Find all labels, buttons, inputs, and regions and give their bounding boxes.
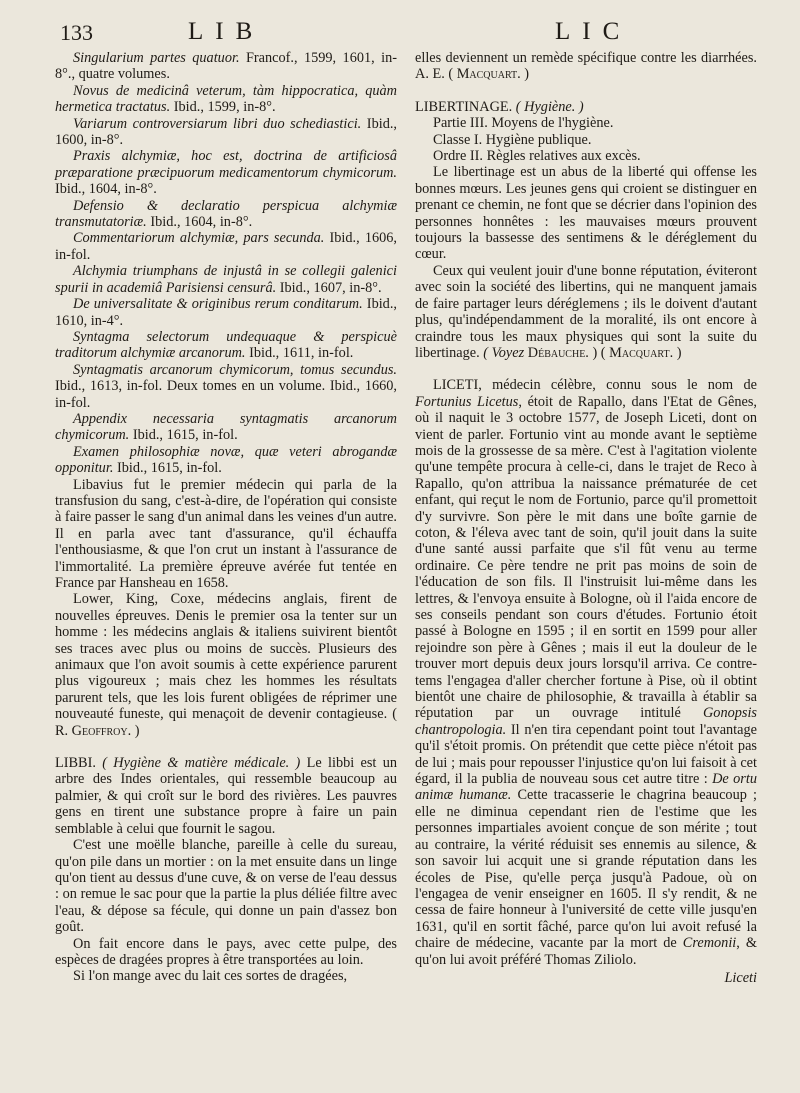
latin-title: De universalitate & originibus rerum conditarum.: [73, 296, 363, 313]
entry-text: , médecin célèbre, connu sous le nom de: [478, 377, 757, 394]
person-name: Cremonii: [682, 935, 737, 952]
publication-details: Francof., 1599, 1601, in-8°., quatre volumes.: [55, 50, 397, 83]
book-title: De ortu animæ humanæ.: [415, 771, 757, 804]
bib-entry: [55, 263, 397, 296]
entry-headword: LIBBI.: [55, 755, 96, 772]
paragraph-text: elles deviennent un remède spécifique contre les diarrhées. A. E.: [415, 50, 757, 83]
latin-title: Syntagma selectorum undequaque & perspicuè traditorum alchymiæ arcanorum.: [55, 328, 397, 362]
bib-entry: [55, 329, 397, 362]
latin-name: Fortunius Licetus: [415, 393, 519, 410]
cross-reference-label: ( Voyez: [483, 344, 525, 361]
publication-details: Ibid., 1615, in-fol.: [113, 460, 222, 477]
bib-entry: [55, 362, 397, 411]
catchword: Liceti: [724, 969, 757, 986]
entry-headword: LICETI: [433, 377, 479, 394]
latin-title: Variarum controversiarum libri duo schediastici.: [73, 115, 362, 132]
publication-details: Ibid., 1600, in-8°.: [55, 115, 397, 149]
classification-line: Classe I. Hygiène publique.: [433, 131, 592, 148]
latin-title: Commentariorum alchymiæ, pars secunda.: [73, 230, 325, 247]
latin-title: Alchymia triumphans de injustâ in se collegii galenici spurii in academiâ Parisiensi censurâ.: [55, 263, 397, 296]
latin-title: Singularium partes quatuor.: [73, 50, 240, 66]
paragraph-libertinage-1: Le libertinage est un abus de la liberté qui offense les bonnes mœurs. Les jeunes gens qui croient se distinguer en prenant ce chemin, ne font que se décrier dans l'opinion des personnes honnêtes : les mauvaises mœurs prouvent toujours la bassesse des sentimens & le déréglement du cœur.: [415, 164, 757, 263]
entry-text: , étoit de Rapallo, dans l'Etat de Gênes, où il naquit le 3 octobre 1577, de Joseph Liceti, dont on vient de parler. Fortunio vint au monde avant le septième mois de la grossesse de sa mère. C'est à l'agitation violente qu'une tempête procura à celle-ci, dans le trajet de Reco à Rapallo, qu'on attribua la naissance prématurée de cet enfant, qui reçut le nom de Fortunio, parce qu'il promettoit d'y survivre. Son père le mit dans une boîte garnie de coton, & l'éleva avec tant de soin, qu'il jouit dans la suite d'une santé aussi parfaite que s'il fût venu au terme ordinaire. Ce père tendre ne prit pas moins de soin de l'éducation de son fils. Il l'instruisit lui-même dans les lettres, & l'envoya ensuite à Bologne, où il l'aida encore de ses conseils pendant son cours d'études. Fortunio étoit passé à Bologne en 1595 ; il en sortit en 1599 pour aller rejoindre son père à Gênes ; mais il eut la douleur de le trouver mort depuis deux jours lorsqu'il arriva. Ce contre-tems l'engagea d'aller chercher fortune à Pise, où il obtint bientôt une chaire de philosophie, & travailla à établir sa réputation par un ouvrage intitulé: [415, 393, 757, 722]
latin-title: Examen philosophiæ novæ, quæ veteri abrogandæ opponitur.: [55, 443, 397, 477]
latin-title: Syntagmatis arcanorum chymicorum, tomus secundus.: [73, 361, 397, 378]
right-running-head: LIC: [555, 18, 632, 45]
publication-details: Ibid., 1604, in-8°.: [146, 214, 253, 231]
paragraph-text: Lower, King, Coxe, médecins anglais, firent de nouvelles épreuves. Denis le premier osa la tenter sur un homme : les médecins anglais & italiens suivirent bientôt ses traces avec plus ou moins de succès. Plusieurs des animaux que l'on avoit soumis à cette expérience parurent plus vigoureux ; mais chez les hommes les résultats parurent tels, que les lois furent obligées de réprimer une nouveauté funeste, qui menaçoit de devenir contagieuse.: [55, 591, 397, 723]
classification-line: Partie III. Moyens de l'hygiène.: [433, 115, 614, 132]
entry-text: , & qu'on lui avoit préféré Thomas Ziliolo.: [415, 935, 757, 968]
right-column: [415, 50, 757, 986]
book-title: Gonopsis chantropologia.: [415, 705, 757, 738]
paragraph-lower: [55, 591, 397, 739]
bib-entry: [55, 296, 397, 329]
entry-text: Cette tracasserie le chagrina beaucoup ; elle ne diminua cependant rien de l'estime que les personnes impartiales avoient conçue de son mérite ; tout au contraire, la vérité réduisit ses ennemis au silence, & son savoir lui acquit une si grande réputation dans les écoles de Pise, qu'elle perça jusqu'à Padoue, où on l'engagea de venir enseigner en 1605. Il s'y rendit, & ne cessa de faire honneur à l'université de cette ville jusqu'en 1631, qu'il en sortit fâché, parce qu'on lui avoit refusé la chaire de médecine, vacante par la mort de: [415, 787, 757, 952]
page-number: 133: [60, 20, 93, 45]
publication-details: Ibid., 1607, in-8°.: [276, 279, 382, 296]
entry-category: ( Hygiène & matière médicale. ): [102, 755, 301, 772]
bib-entry: [55, 83, 397, 116]
paragraph-moelle: C'est une moëlle blanche, pareille à celle du sureau, qu'on pile dans un mortier : on la met ensuite dans un linge qu'on tient au dessus d'une cuve, & on verse de l'eau dessus : on remue le sac pour que la partie la plus déliée filtre avec l'eau, & dépose sa fécule, qui donne un pain d'assez bon goût.: [55, 837, 397, 936]
bib-entry: [55, 116, 397, 149]
bib-entry: [55, 198, 397, 231]
bib-entry: [55, 444, 397, 477]
paragraph-libavius: Libavius fut le premier médecin qui parla de la transfusion du sang, c'est-à-dire, de l'opération qui consiste à faire passer le sang d'un animal dans les veines d'un autre. Il en parla avec tant d'assurance, qu'il échauffa l'enthousiasme, & que l'on crut un instant à l'assurance de l'immortalité. La première épreuve avérée fut tentée en France par Hansheau en 1658.: [55, 476, 397, 591]
cross-reference-target: Débauche.: [527, 344, 589, 361]
entry-headword: LIBERTINAGE.: [415, 98, 513, 115]
author-signature: ( R. Geoffroy. ): [55, 706, 397, 739]
bib-entry: [55, 230, 397, 263]
author-signature: ) ( Macquart. ): [592, 344, 682, 361]
bib-entry: [55, 148, 397, 197]
paragraph-text: Ceux qui veulent jouir d'une bonne réputation, éviteront avec soin la société des libertins, qui ne manquent jamais de faire partager leurs déréglemens ; ils le doivent d'autant plus, qu'indépendamment de la moralité, ils ont encore à craindre tous les maux physiques qui sont la suite du libertinage.: [415, 262, 757, 361]
classification-line: Ordre II. Règles relatives aux excès.: [433, 148, 641, 165]
paragraph-lait: Si l'on mange avec du lait ces sortes de dragées,: [73, 968, 348, 985]
entry-liceti: [415, 377, 757, 968]
publication-details: Ibid., 1606, in-fol.: [55, 230, 397, 263]
entry-text: Le libbi est un arbre des Indes orientales, qui ressemble beaucoup au palmier, & qui croît sur le bord des rivières. Les pauvres gens en tirent une substance propre à faire un pain semblable à celui que fournit le sagou.: [55, 755, 398, 837]
publication-details: Ibid., 1611, in-fol.: [245, 345, 354, 362]
paragraph-libertinage-2: [415, 263, 757, 361]
latin-title: Appendix necessaria syntagmatis arcanorum chymicorum.: [55, 410, 397, 444]
paragraph-dragees: On fait encore dans le pays, avec cette pulpe, des espèces de dragées propres à être transportées au loin.: [55, 935, 397, 968]
entry-text: Il n'en tira cependant point tout l'avantage qu'il s'étoit promis. On prétendit que cette pièce n'étoit pas de lui ; mais pour repousser l'injustice qu'on lui faisoit à cet égard, il la publia de nouveau sous cet autre titre :: [415, 721, 757, 788]
publication-details: Ibid., 1613, in-fol. Deux tomes en un volume. Ibid., 1660, in-fol.: [55, 378, 397, 411]
entry-category: ( Hygiène. ): [515, 98, 584, 115]
left-running-head: LIB: [188, 18, 265, 45]
entry-libbi: [55, 755, 397, 837]
bib-entry: [55, 411, 397, 444]
paragraph-continuation: [415, 50, 757, 83]
latin-title: Praxis alchymiæ, hoc est, doctrina de artificiosâ præparatione præcipuorum medicamentorum chymicorum.: [55, 148, 397, 181]
publication-details: Ibid., 1604, in-8°.: [55, 181, 157, 198]
publication-details: Ibid., 1615, in-fol.: [129, 427, 238, 444]
entry-libertinage: [415, 99, 757, 115]
latin-title: Novus de medicinâ veterum, tàm hippocratica, quàm hermetica tractatus.: [55, 82, 397, 116]
left-column: [55, 50, 397, 985]
bib-entry: [55, 50, 397, 83]
publication-details: Ibid., 1599, in-8°.: [170, 99, 276, 116]
publication-details: Ibid., 1610, in-4°.: [55, 296, 397, 329]
running-header: [0, 18, 800, 50]
author-signature: ( Macquart. ): [448, 66, 530, 83]
latin-title: Defensio & declaratio perspicua alchymiæ transmutatoriæ.: [55, 197, 397, 231]
